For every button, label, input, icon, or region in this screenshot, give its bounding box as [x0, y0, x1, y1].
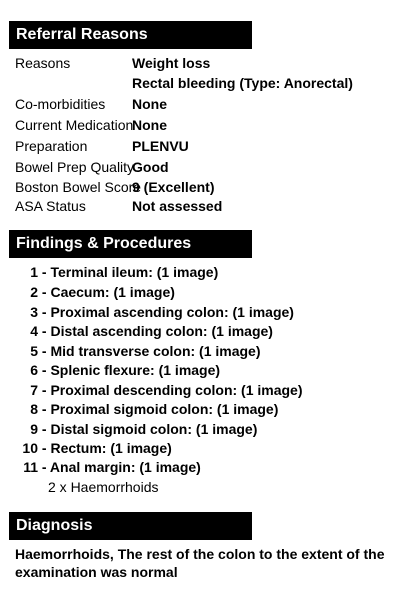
finding-number: 10 [22, 440, 38, 456]
ref-label: Co-morbidities [15, 96, 106, 112]
finding-text: Distal sigmoid colon: (1 image) [50, 421, 258, 437]
finding-number: 9 [30, 421, 38, 437]
ref-label: Preparation [15, 138, 88, 154]
finding-text: Terminal ileum: (1 image) [50, 264, 219, 280]
ref-row-comorbidities [15, 94, 167, 114]
finding-sub-note: 2 x Haemorrhoids [48, 479, 159, 495]
ref-label: ASA Status [15, 198, 86, 214]
ref-label: Bowel Prep Quality [15, 159, 135, 175]
finding-text: Proximal sigmoid colon: (1 image) [50, 401, 279, 417]
finding-text: Splenic flexure: (1 image) [50, 362, 221, 378]
ref-value: Rectal bleeding (Type: Anorectal) [132, 75, 353, 91]
finding-number: 1 [30, 264, 38, 280]
ref-label: Current Medication [15, 117, 134, 133]
ref-value: None [132, 96, 167, 112]
ref-value: 9 (Excellent) [132, 179, 215, 195]
finding-text: Anal margin: (1 image) [49, 459, 201, 475]
finding-number: 8 [30, 401, 38, 417]
finding-number: 2 [30, 284, 38, 300]
ref-value: PLENVU [132, 138, 189, 154]
ref-row-current-medication [15, 115, 167, 135]
ref-row-reasons [15, 53, 210, 73]
finding-text: Rectum: (1 image) [50, 440, 172, 456]
finding-number: 5 [30, 343, 38, 359]
finding-item: 10 - Rectum: (1 image) [0, 438, 172, 458]
finding-text: Proximal ascending colon: (1 image) [50, 304, 294, 320]
finding-item: 4 - Distal ascending colon: (1 image) [0, 321, 273, 341]
ref-row-boston-bowel-score [15, 177, 214, 197]
finding-item: 7 - Proximal descending colon: (1 image) [0, 380, 303, 400]
ref-value: Weight loss [132, 55, 211, 71]
finding-item: 9 - Distal sigmoid colon: (1 image) [0, 419, 257, 439]
referral-reasons-header: Referral Reasons [9, 21, 252, 49]
finding-text: Distal ascending colon: (1 image) [50, 323, 273, 339]
finding-text: Proximal descending colon: (1 image) [50, 382, 303, 398]
finding-text: Caecum: (1 image) [50, 284, 175, 300]
ref-value: Good [132, 159, 169, 175]
ref-label: Reasons [15, 55, 71, 71]
finding-item: 6 - Splenic flexure: (1 image) [0, 360, 220, 380]
ref-label: Boston Bowel Score [15, 179, 142, 195]
finding-number: 4 [30, 323, 38, 339]
finding-number: 7 [30, 382, 38, 398]
finding-item: 2 - Caecum: (1 image) [0, 282, 175, 302]
ref-row-bowel-prep-quality [15, 157, 169, 177]
finding-item: 5 - Mid transverse colon: (1 image) [0, 341, 261, 361]
finding-item: 11 - Anal margin: (1 image) [0, 457, 201, 477]
ref-value: None [132, 117, 167, 133]
ref-row-reasons-2 [15, 73, 353, 93]
finding-item: 3 - Proximal ascending colon: (1 image) [0, 302, 294, 322]
ref-row-preparation [15, 136, 189, 156]
finding-number: 6 [30, 362, 38, 378]
finding-text: Mid transverse colon: (1 image) [50, 343, 261, 359]
diagnosis-text: Haemorrhoids, The rest of the colon to the extent of the examination was normal [15, 546, 385, 580]
finding-item: 8 - Proximal sigmoid colon: (1 image) [0, 399, 278, 419]
finding-number: 11 [23, 459, 38, 475]
ref-value: Not assessed [132, 198, 223, 214]
finding-number: 3 [30, 304, 38, 320]
findings-procedures-header: Findings & Procedures [9, 230, 252, 258]
finding-item: 1 - Terminal ileum: (1 image) [0, 262, 218, 282]
diagnosis-header: Diagnosis [9, 512, 252, 540]
ref-row-asa-status [15, 196, 222, 216]
